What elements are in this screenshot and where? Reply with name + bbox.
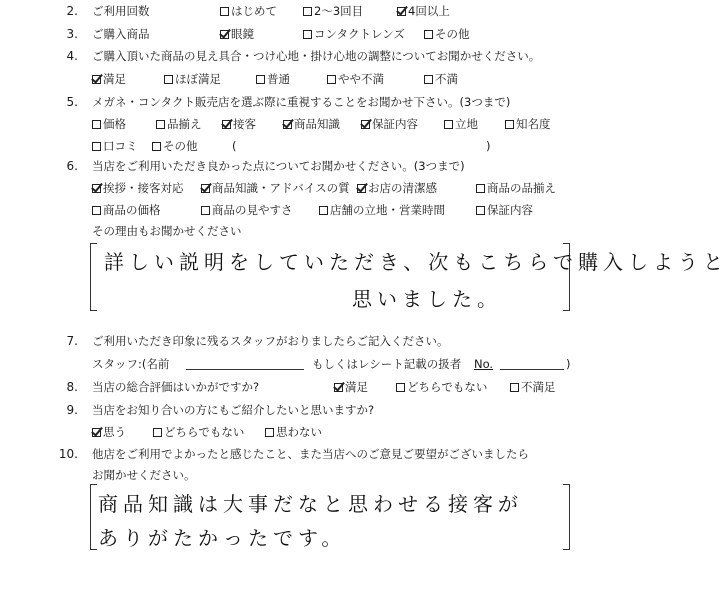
q6-option-display[interactable]: 商品の見やすさ [201,203,293,217]
checked-checkbox-icon [397,7,406,16]
q9-option-neutral[interactable]: どちらでもない [153,425,244,439]
q10-label-line1: 他店をご利用でよかったと感じたこと、また当店へのご意見ご要望がございましたら [92,447,529,461]
checkbox-icon [92,142,101,151]
q5-option-warranty[interactable]: 保証内容 [361,117,418,131]
checked-checkbox-icon [334,383,343,392]
q5-other-open-paren: ( [232,139,237,153]
q9-option-yes[interactable]: 思う [92,425,126,439]
q6-option-product-selection[interactable]: 商品の品揃え [476,181,556,195]
checked-checkbox-icon [201,184,210,193]
q7-label: ご利用いただき印象に残るスタッフがおりましたらご記入ください。 [92,334,449,348]
q3-number: 3. [66,27,78,41]
q2-option-2-3-times[interactable]: 2～3回目 [303,4,363,18]
q7-staff-prefix: スタッフ:(名前 [92,357,170,371]
checkbox-icon [303,7,312,16]
q4-option-satisfied[interactable]: 満足 [92,72,126,86]
q8-option-neutral[interactable]: どちらでもない [396,380,487,394]
q5-label: メガネ・コンタクト販売店を選ぶ際に重視することをお聞かせ下さい。(3つまで) [92,95,511,109]
q10-label-line2: お聞かせください。 [92,468,196,482]
checkbox-icon [444,120,453,129]
q5-number: 5. [66,95,78,109]
checkbox-icon [152,142,161,151]
q8-label: 当店の総合評価はいかがですか? [92,380,260,394]
checkbox-icon [303,30,312,39]
q4-option-slightly-unsatisfied[interactable]: やや不満 [327,72,384,86]
q4-number: 4. [66,49,78,63]
checked-checkbox-icon [222,120,231,129]
checkbox-icon [220,7,229,16]
q2-option-first-time[interactable]: はじめて [220,4,277,18]
checkbox-icon [265,428,274,437]
checkbox-icon [164,75,173,84]
q6-handwritten-line2: 思いました。 [352,287,502,311]
q10-handwritten-line2: ありがたかったです。 [98,526,347,550]
checked-checkbox-icon [283,120,292,129]
q7-staff-mid: もしくはレシート記載の扱者 [312,357,462,371]
checked-checkbox-icon [92,428,101,437]
q9-label: 当店をお知り合いの方にもご紹介したいと思いますか? [92,403,375,417]
q4-option-unsatisfied[interactable]: 不満 [424,72,458,86]
q6-option-knowledge-advice[interactable]: 商品知識・アドバイスの質 [201,181,350,195]
q6-option-greeting-service[interactable]: 挨拶・接客対応 [92,181,184,195]
q10-comment-left-bracket [90,484,97,550]
q2-number: 2. [66,4,78,18]
checked-checkbox-icon [92,75,101,84]
q7-staff-number-field[interactable] [500,369,564,370]
q5-other-close-paren: ) [486,139,491,153]
checkbox-icon [92,206,101,215]
checkbox-icon [510,383,519,392]
q5-option-location[interactable]: 立地 [444,117,478,131]
checkbox-icon [256,75,265,84]
checkbox-icon [153,428,162,437]
q3-option-other[interactable]: その他 [424,27,470,41]
q8-option-satisfied[interactable]: 満足 [334,380,368,394]
checkbox-icon [201,206,210,215]
q8-number: 8. [66,380,78,394]
q6-option-cleanliness[interactable]: お店の清潔感 [357,181,437,195]
checkbox-icon [476,184,485,193]
q6-handwritten-line1: 詳しい説明をしていただき、次もこちらで購入しようと [104,250,728,274]
q5-option-price[interactable]: 価格 [92,117,126,131]
q7-staff-no-label: No. [474,357,494,371]
q9-option-no[interactable]: 思わない [265,425,322,439]
q5-option-service[interactable]: 接客 [222,117,256,131]
q7-number: 7. [66,334,78,348]
q5-option-selection[interactable]: 品揃え [156,117,202,131]
q10-handwritten-line1: 商品知識は大事だなと思わせる接客が [98,492,523,516]
checked-checkbox-icon [220,30,229,39]
checkbox-icon [424,30,433,39]
checkbox-icon [327,75,336,84]
checkbox-icon [424,75,433,84]
checkbox-icon [396,383,405,392]
checked-checkbox-icon [357,184,366,193]
q4-label: ご購入頂いた商品の見え具合・つけ心地・掛け心地の調整についてお聞かせください。 [92,49,541,63]
q3-label: ご購入商品 [92,27,150,41]
q6-number: 6. [66,159,78,173]
q8-option-unsatisfied[interactable]: 不満足 [510,380,556,394]
q6-option-warranty[interactable]: 保証内容 [476,203,533,217]
checkbox-icon [505,120,514,129]
checked-checkbox-icon [361,120,370,129]
q10-number: 10. [58,447,78,461]
q4-option-normal[interactable]: 普通 [256,72,290,86]
checkbox-icon [319,206,328,215]
q2-label: ご利用回数 [92,4,150,18]
checkbox-icon [156,120,165,129]
q6-label: 当店をご利用いただき良かった点についてお聞かせください。(3つまで) [92,159,465,173]
q6-reason-label: その理由もお聞かせください [92,224,242,238]
q6-option-product-price[interactable]: 商品の価格 [92,203,161,217]
q10-comment-right-bracket [563,484,570,550]
q7-staff-close-paren: ) [566,357,571,371]
q9-number: 9. [66,403,78,417]
q3-option-contacts[interactable]: コンタクトレンズ [303,27,405,41]
q6-reason-left-bracket [90,243,97,311]
checkbox-icon [92,120,101,129]
q4-option-mostly-satisfied[interactable]: ほぼ満足 [164,72,221,86]
q3-option-glasses[interactable]: 眼鏡 [220,27,254,41]
q2-option-4-plus[interactable]: 4回以上 [397,4,450,18]
q5-option-other[interactable]: その他 [152,139,198,153]
q7-staff-name-field[interactable] [186,369,304,370]
q5-option-brand-recognition[interactable]: 知名度 [505,117,551,131]
checked-checkbox-icon [92,184,101,193]
q6-option-location-hours[interactable]: 店舗の立地・営業時間 [319,203,445,217]
q5-option-reviews[interactable]: 口コミ [92,139,138,153]
q5-option-product-knowledge[interactable]: 商品知識 [283,117,340,131]
checkbox-icon [476,206,485,215]
